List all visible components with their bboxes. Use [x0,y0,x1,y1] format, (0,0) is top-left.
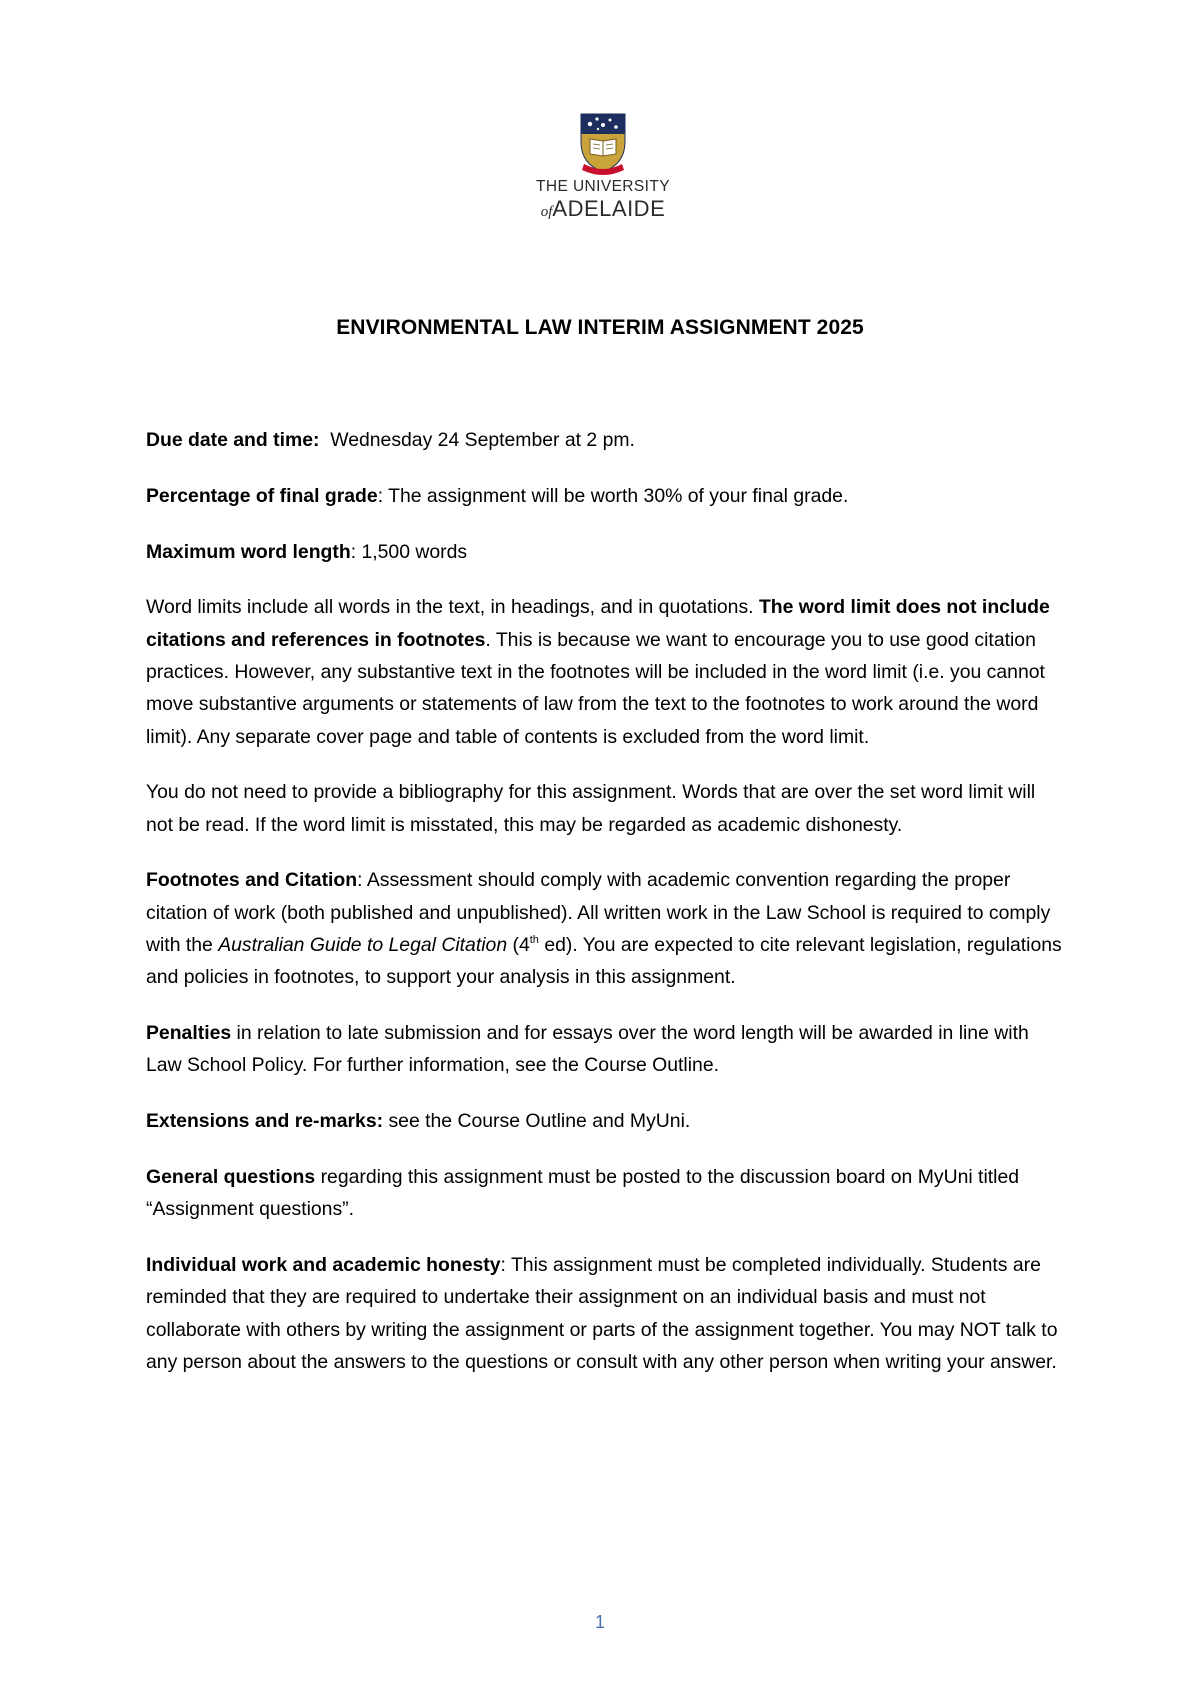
word-limit-bold: The word limit does not include citations and references in footnotes [146,596,1050,651]
due-date-label: Due date and time: [146,429,320,451]
percentage-value: : The assignment will be worth 30% of your final grade. [377,484,849,507]
general-questions-paragraph [146,1161,1066,1226]
extensions-text: see the Course Outline and MyUni. [383,1110,691,1133]
penalties-paragraph [146,1017,1066,1082]
general-questions-label: General questions [146,1166,316,1189]
footnotes-paragraph [146,864,1066,993]
due-date-value: Wednesday 24 September at 2 pm. [319,429,635,451]
university-crest-icon [528,112,678,178]
max-length-value: : 1,500 words [350,540,468,563]
logo-adelaide: ADELAIDE [552,196,666,221]
logo-line-1: THE UNIVERSITY [536,178,670,195]
penalties-text: in relation to late submission and for essays over the word length will be awarded in line with Law School Policy. For further information, see the Course Outline. [146,1022,1029,1077]
general-questions-text: regarding this assignment must be posted to the discussion board on MyUni titled “Assignment questions”. [146,1166,1020,1221]
footnotes-text-1: : Assessment should comply with academic convention regarding the proper citation of work (both published and unpublished). All written work in the Law School is required to comply with the [146,869,1051,957]
max-length-paragraph [146,536,1066,568]
extensions-paragraph [146,1105,1066,1137]
footnotes-text-3: ed). You are expected to cite relevant legislation, regulations and policies in footnotes, to support your analysis in this assignment. [146,934,1062,989]
university-logo [528,112,678,230]
penalties-label: Penalties [146,1022,232,1045]
page-number: 1 [594,1612,605,1632]
extensions-label: Extensions and re-marks: [146,1110,384,1133]
document-title: ENVIRONMENTAL LAW INTERIM ASSIGNMENT 2025 [336,316,864,339]
edition-superscript: th [529,934,539,947]
percentage-label: Percentage of final grade [146,484,378,507]
word-limit-paragraph [146,591,1066,752]
logo-of: of [540,204,553,220]
individual-work-paragraph [146,1249,1066,1378]
max-length-label: Maximum word length [146,540,351,563]
document-body [146,424,1066,1402]
logo-line-2 [528,196,678,222]
agl-citation-title: Australian Guide to Legal Citation [218,934,508,957]
percentage-paragraph [146,480,1066,512]
individual-work-text: : This assignment must be completed individually. Students are reminded that they are required to undertake their assignment on an individual basis and must not collaborate with others by writing the assignment or parts of the assignment together. You may NOT talk to any person about the answers to the questions or consult with any other person when writing your answer. [146,1254,1058,1374]
footnotes-label: Footnotes and Citation [146,869,358,892]
word-limit-text-1: Word limits include all words in the text, in headings, and in quotations. [146,596,759,619]
due-date-paragraph [146,424,1066,456]
individual-work-label: Individual work and academic honesty [146,1254,501,1277]
word-limit-text-2: . This is because we want to encourage you to use good citation practices. However, any substantive text in the footnotes will be included in the word limit (i.e. you cannot move substantive arguments or statements of law from the text to the footnotes to work around the word limit). Any separate cover page and table of contents is excluded from the word limit. [146,628,1045,748]
footnotes-text-2: (4 [507,934,530,957]
bibliography-paragraph: You do not need to provide a bibliography for this assignment. Words that are over the set word limit will not be read. If the word limit is misstated, this may be regarded as academic dishonesty. [146,781,1036,836]
